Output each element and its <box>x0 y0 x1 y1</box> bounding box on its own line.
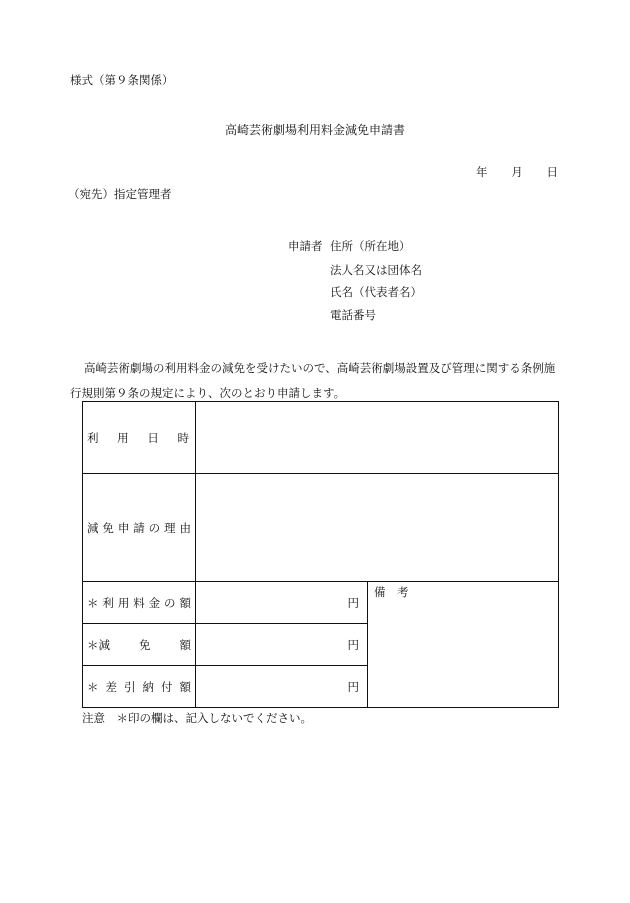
document-title: 高崎芸術劇場利用料金減免申請書 <box>224 123 405 137</box>
date-year: 年 <box>476 165 488 179</box>
label-char: 申 <box>117 520 130 535</box>
label-char: 用 <box>117 595 130 610</box>
label-char: 用 <box>117 430 129 445</box>
label-char: 由 <box>179 520 191 535</box>
yen-unit: 円 <box>347 679 359 694</box>
label-char: 額 <box>179 637 191 652</box>
form-table <box>82 401 559 708</box>
yen-unit: 円 <box>347 595 359 610</box>
application-table <box>82 401 559 708</box>
label-char: 利 <box>102 595 114 610</box>
label-char: ＊ <box>87 595 99 610</box>
form-number: 様式（第９条関係） <box>70 73 174 87</box>
row-usage-datetime <box>83 402 559 474</box>
row-reason <box>83 474 559 582</box>
label-char: 付 <box>161 679 173 694</box>
label-char: 納 <box>142 679 154 694</box>
applicant-corp-name: 法人名又は団体名 <box>330 263 422 277</box>
label-char: 請 <box>133 520 145 535</box>
label-char: 利 <box>87 430 99 445</box>
request-statement: 高崎芸術劇場の利用料金の減免を受けたいので、高崎芸術劇場設置及び管理に関する条例施行規則第９条の規定により、次のとおり申請します。 <box>70 361 556 400</box>
label-net-payment <box>83 666 196 708</box>
fee-amount-field[interactable] <box>196 582 368 624</box>
label-char: 額 <box>179 679 191 694</box>
label-fee-amount <box>83 582 196 624</box>
label-char: 引 <box>124 679 136 694</box>
label-usage-datetime <box>83 402 196 474</box>
date-day: 日 <box>546 165 558 179</box>
label-char: 差 <box>105 679 117 694</box>
label-char: 時 <box>177 430 189 445</box>
reduction-amount-field[interactable] <box>196 624 368 666</box>
reason-field[interactable] <box>196 474 559 582</box>
applicant-name: 氏名（代表者名） <box>330 285 422 299</box>
label-char: 免 <box>139 637 151 652</box>
remarks-label: 備 考 <box>374 585 409 599</box>
applicant-address: 住所（所在地） <box>330 239 411 253</box>
label-char: 減 <box>87 520 99 535</box>
remarks-cell[interactable] <box>368 582 559 708</box>
applicant-phone: 電話番号 <box>330 308 376 322</box>
label-char: 料 <box>133 595 145 610</box>
applicant-label: 申請者 <box>288 239 323 253</box>
label-char: 免 <box>102 520 114 535</box>
label-char: ＊減 <box>87 637 110 652</box>
label-char: 金 <box>148 595 161 610</box>
label-char: 額 <box>179 595 191 610</box>
date-month: 月 <box>511 165 523 179</box>
note: 注意 ＊印の欄は、記入しないでください。 <box>82 711 312 725</box>
label-char: 理 <box>164 520 176 535</box>
label-char: の <box>148 520 161 535</box>
addressee: （宛先）指定管理者 <box>68 187 172 201</box>
net-payment-field[interactable] <box>196 666 368 708</box>
yen-unit: 円 <box>347 637 359 652</box>
label-char: の <box>164 595 176 610</box>
date-line <box>476 164 558 180</box>
usage-datetime-field[interactable] <box>196 402 559 474</box>
label-reason <box>83 474 196 582</box>
label-char: 日 <box>147 430 159 445</box>
label-char: ＊ <box>87 679 99 694</box>
label-reduction-amount <box>83 624 196 666</box>
row-fee-amount <box>83 582 559 624</box>
